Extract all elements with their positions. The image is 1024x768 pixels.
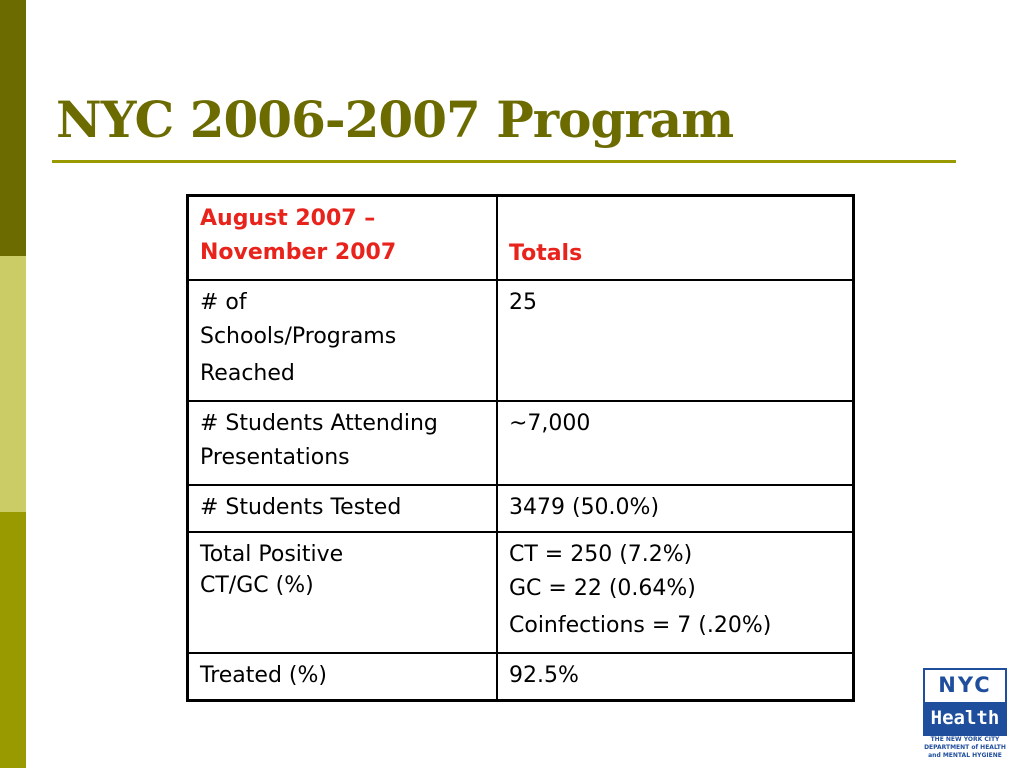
program-stats-table xyxy=(186,194,855,702)
row-value-line: 3479 (50.0%) xyxy=(509,495,660,520)
table-row xyxy=(188,653,854,701)
row-value-cell xyxy=(497,653,854,701)
logo-health-text: Health xyxy=(925,702,1005,734)
row-value-line: Coinfections = 7 (.20%) xyxy=(509,613,772,638)
logo-caption-line: DEPARTMENT of HEALTH xyxy=(924,744,1006,751)
row-label-line: Treated (%) xyxy=(200,663,327,688)
row-value-cell xyxy=(497,401,854,485)
row-value-line: 92.5% xyxy=(509,663,579,688)
row-label-cell xyxy=(188,532,498,653)
row-value-cell xyxy=(497,280,854,401)
side-bar-light xyxy=(0,256,26,512)
row-value-line: 25 xyxy=(509,290,537,315)
row-label-line: Reached xyxy=(200,361,295,386)
logo-box xyxy=(923,668,1007,736)
table-row xyxy=(188,532,854,653)
row-label-line: # of xyxy=(200,290,247,315)
row-label-cell xyxy=(188,653,498,701)
row-label-line: Presentations xyxy=(200,445,350,470)
row-value-line: GC = 22 (0.64%) xyxy=(509,576,696,601)
side-bar-dark xyxy=(0,0,26,256)
row-value-line: CT = 250 (7.2%) xyxy=(509,542,693,567)
row-label-line: Schools/Programs xyxy=(200,324,397,349)
logo-caption-line: and MENTAL HYGIENE xyxy=(928,752,1002,759)
row-label-line: # Students Attending xyxy=(200,411,438,436)
header-period-line: August 2007 – xyxy=(200,206,376,231)
row-value-cell xyxy=(497,532,854,653)
table-row xyxy=(188,280,854,401)
title-underline xyxy=(52,160,956,163)
row-label-line: Total Positive xyxy=(200,542,344,567)
table-row xyxy=(188,485,854,532)
logo-caption-line: THE NEW YORK CITY xyxy=(930,736,1000,743)
table-row xyxy=(188,401,854,485)
row-value-line: ~7,000 xyxy=(509,411,591,436)
slide-title: NYC 2006-2007 Program xyxy=(56,90,734,149)
header-period-cell xyxy=(188,196,498,281)
row-label-cell xyxy=(188,485,498,532)
row-label-cell xyxy=(188,280,498,401)
header-totals-cell: Totals xyxy=(497,196,854,281)
row-label-line: # Students Tested xyxy=(200,495,402,520)
table-header-row xyxy=(188,196,854,281)
logo-caption xyxy=(922,736,1008,760)
row-label-line: CT/GC (%) xyxy=(200,573,314,598)
side-bar-olive xyxy=(0,512,26,768)
header-period-line: November 2007 xyxy=(200,240,397,265)
row-value-cell xyxy=(497,485,854,532)
nyc-health-logo xyxy=(920,664,1008,768)
logo-nyc-text: NYC xyxy=(925,670,1005,700)
row-label-cell xyxy=(188,401,498,485)
